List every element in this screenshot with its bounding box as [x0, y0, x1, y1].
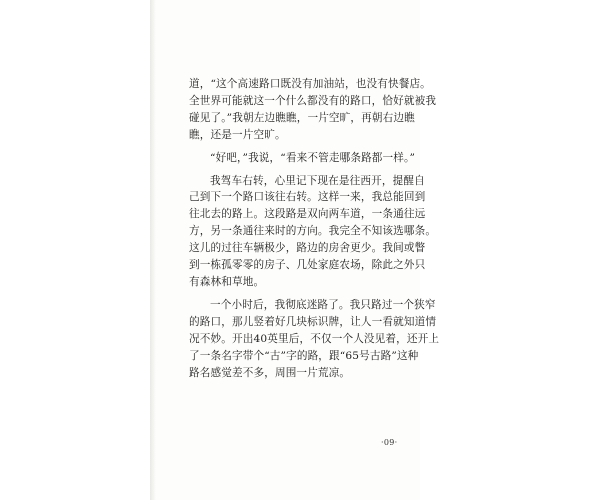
text-line: “好吧，”我说，“看来不管走哪条路都一样。”: [210, 151, 416, 164]
text-line: 路名感觉差不多，周围一片荒凉。: [189, 366, 351, 379]
text-line: 的路口，那儿竖着好几块标识牌，让人一看就知道情: [189, 315, 437, 328]
body-text: [189, 76, 440, 381]
text-line: 碰见了。”我朝左边瞧瞧，一片空旷，再朝右边瞧: [189, 111, 415, 124]
text-line: 方，另一条通往来时的方向。我完全不知该选哪条。: [189, 225, 437, 238]
text-line: 我驾车右转，心里记下现在是往西开，提醒自: [210, 174, 425, 187]
page-number: ·09·: [381, 438, 398, 447]
text-line: 有森林和草地。: [189, 275, 265, 288]
text-line: 往北去的路上。这段路是双向两车道，一条通往远: [189, 208, 426, 221]
text-line: 了一条名字带个“古”字的路，跟“65号古路”这种: [189, 349, 419, 362]
text-line: 全世界可能就这一个什么都没有的路口，恰好就被我: [189, 94, 437, 107]
text-line: 道，“这个高速路口既没有加油站，也没有快餐店。: [189, 78, 431, 90]
text-line: 况不妙。开出40英里后，不仅一个人没见着，还开上: [189, 332, 440, 345]
page-edge-shadow: [150, 0, 156, 500]
text-line: 瞧，还是一片空旷。: [189, 128, 286, 141]
text-line: 这儿的过往车辆极少，路边的房舍更少。我间或瞥: [189, 242, 426, 255]
text-line: 到一栋孤零零的房子、几处家庭农场，除此之外只: [189, 259, 426, 272]
text-line: 一个小时后，我彻底迷路了。我只路过一个狭窄: [210, 298, 436, 311]
text-line: 己到下一个路口该往右转。这样一来，我总能回到: [189, 191, 426, 204]
